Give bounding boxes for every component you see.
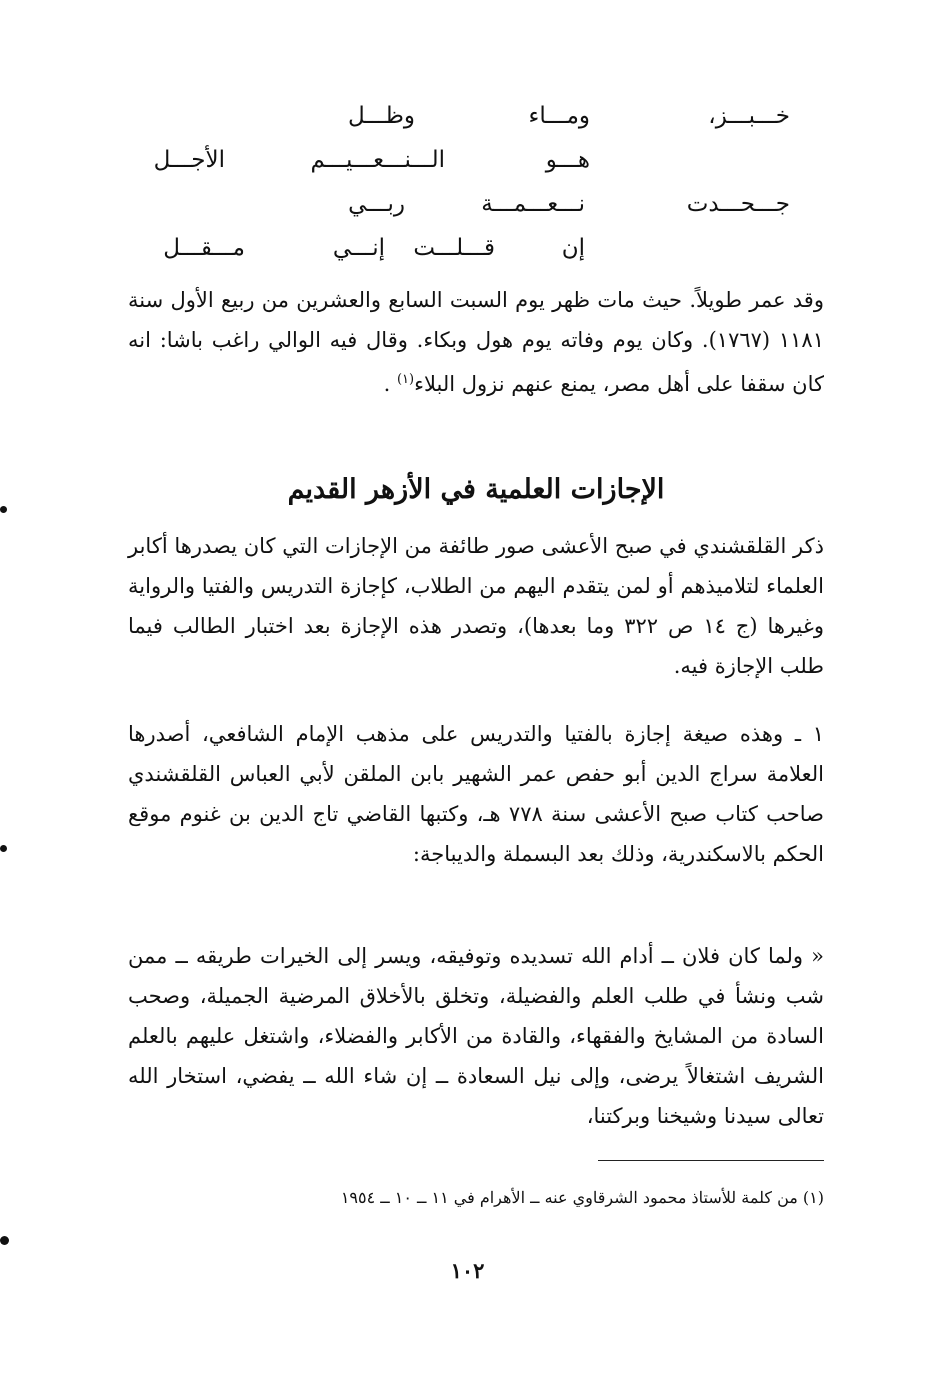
poem-word: ومـــاء (528, 103, 590, 129)
poem-word: قـــلـــت (413, 235, 495, 261)
poem-word: الـــنـــعـــيـــم (310, 147, 445, 173)
poem-line-2 (140, 140, 800, 180)
poem-word: ربـــي (348, 191, 405, 217)
paragraph-first-ijaza: ١ ـ وهذه صيغة إجازة بالفتيا والتدريس على مذهب الإمام الشافعي، أصدرها العلامة سراج الدين أبو حفص عمر الشهير بابن الملقن لأبي العباس القلقشندي صاحب كتاب صبح الأعشى سنة ٧٧٨ هـ، وكتبها القاضي تاج الدين بن غنوم موقع الحكم بالاسكندرية، وذلك بعد البسملة والديباجة: (128, 722, 824, 866)
paragraph-quote: « ولما كان فلان ــ أدام الله تسديده وتوفيقه، ويسر إلى الخيرات طريقه ــ ممن شب ونشأ في طلب العلم والفضيلة، وتخلق بالأخلاق المرضية الجميلة، وصحب السادة من المشايخ والفقهاء، والقادة من الأكابر والفضلاء، واشتغل عليهم بالعلم الشريف اشتغالاً يرضى، وإلى نيل السعادة ــ إن شاء الله ــ يفضي، استخار الله تعالى سيدنا وشيخنا وبركتنا، (128, 944, 824, 1128)
section-heading: الإجازات العلمية في الأزهر القديم (287, 474, 665, 505)
poem-line-4 (140, 228, 800, 268)
scan-mark (0, 845, 7, 852)
footnote-reference: (١) (396, 372, 415, 387)
paragraph-intro: ذكر القلقشندي في صبح الأعشى صور طائفة من الإجازات التي كان يصدرها أكابر العلماء لتلاميذهم أو لمن يتقدم اليهم من الطلاب، كإجازة التدريس والفتيا والرواية وغيرها (ج ١٤ ص ٣٢٢ وما بعدها)، وتصدر هذه الإجازة بعد اختبار الطالب فيما طلب الإجازة فيه. (128, 534, 825, 678)
scan-mark (0, 506, 7, 513)
poem-word: جـــحـــدت (686, 191, 790, 217)
poem-word: هـــو (545, 147, 590, 173)
scan-mark (0, 1236, 9, 1245)
footnote-divider (598, 1160, 824, 1161)
poem-word: مـــقـــل (163, 235, 245, 261)
page-number: ١٠٢ (450, 1258, 485, 1283)
paragraph-text: وقد عمر طويلاً. حيث مات ظهر يوم السبت السابع والعشرين من ربيع الأول سنة ١١٨١ (١٧٦٧). وكان يوم وفاته يوم هول وبكاء. وقال فيه الوالي راغب باشا: انه كان سقفا على أهل مصر، يمنع عنهم نزول البلاء (128, 288, 824, 396)
poem-word: نـــعـــمـــة (481, 191, 585, 217)
footnote: (١) من كلمة للأستاذ محمود الشرقاوي عنه ــ الأهرام في ١١ ــ ١٠ ــ ١٩٥٤ (340, 1188, 824, 1207)
poem-word: إنـــي (332, 235, 385, 261)
poem-line-3 (140, 184, 800, 224)
paragraph-end: . (383, 372, 391, 396)
poem-line-1 (140, 96, 800, 136)
poem-word: إن (561, 235, 585, 261)
poem-word: وظـــل (347, 103, 415, 129)
poem-word: خـــبـــز، (708, 103, 790, 129)
poem-word: الأجـــل (153, 147, 225, 173)
paragraph-death (128, 280, 824, 404)
